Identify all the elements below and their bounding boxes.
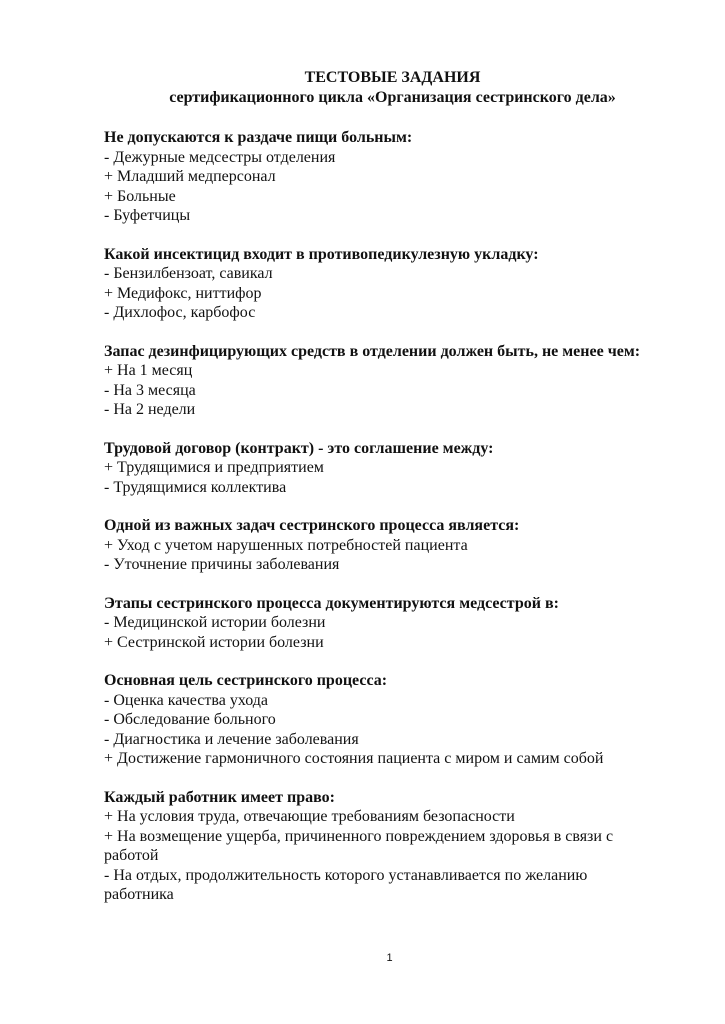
question-block bbox=[104, 594, 644, 653]
answer-option: + Младший медперсонал bbox=[104, 168, 276, 185]
question-text: Основная цель сестринского процесса: bbox=[104, 672, 388, 689]
answer-option: - Обследование больного bbox=[104, 711, 276, 728]
question-text: Этапы сестринского процесса документируются медсестрой в: bbox=[104, 594, 559, 612]
question-text: Запас дезинфицирующих средств в отделении должен быть, не менее чем: bbox=[104, 342, 641, 360]
question-text: Не допускаются к раздаче пищи больным: bbox=[104, 129, 413, 146]
question-block bbox=[104, 516, 644, 575]
answer-option: - Оценка качества ухода bbox=[104, 691, 268, 709]
answer-option: - На отдых, продолжительность которого устанавливается по желанию работника bbox=[104, 866, 588, 903]
answer-list bbox=[104, 807, 644, 905]
answer-option: + Трудящимися и предприятием bbox=[104, 459, 324, 476]
answer-list bbox=[104, 691, 644, 769]
answer-list bbox=[104, 361, 644, 420]
answer-list bbox=[104, 458, 644, 497]
answer-list bbox=[104, 613, 644, 652]
answer-option: + Больные bbox=[104, 187, 176, 205]
answer-list bbox=[104, 536, 644, 575]
answer-option: - Дежурные медсестры отделения bbox=[104, 148, 336, 166]
question-block bbox=[104, 671, 644, 769]
question-text: Каждый работник имеет право: bbox=[104, 788, 335, 806]
answer-option: - Уточнение причины заболевания bbox=[104, 556, 340, 573]
question-block bbox=[104, 788, 644, 905]
answer-list bbox=[104, 264, 644, 323]
question-block bbox=[104, 342, 644, 420]
answer-option: - Буфетчицы bbox=[104, 207, 191, 224]
answer-option: - Диагностика и лечение заболевания bbox=[104, 730, 359, 748]
answer-option: + На возмещение ущерба, причиненного повреждением здоровья в связи с работой bbox=[104, 827, 614, 864]
answer-option: + На 1 месяц bbox=[104, 362, 193, 379]
answer-option: - На 2 недели bbox=[104, 401, 196, 418]
question-block bbox=[104, 128, 644, 226]
question-text: Трудовой договор (контракт) - это соглашение между: bbox=[104, 439, 494, 457]
answer-list bbox=[104, 148, 644, 226]
question-text: Какой инсектицид входит в противопедикулезную укладку: bbox=[104, 245, 539, 263]
answer-option: + Сестринской истории болезни bbox=[104, 633, 324, 651]
answer-option: + Медифокс, ниттифор bbox=[104, 284, 262, 302]
question-block bbox=[104, 439, 644, 498]
answer-option: - Трудящимися коллектива bbox=[104, 478, 287, 496]
answer-option: + Уход с учетом нарушенных потребностей пациента bbox=[104, 536, 468, 554]
answer-option: + Достижение гармоничного состояния пациента с миром и самим собой bbox=[104, 750, 604, 767]
document-header bbox=[0, 68, 725, 108]
answer-option: - Медицинской истории болезни bbox=[104, 614, 326, 631]
answer-option: - Бензилбензоат, савикал bbox=[104, 265, 273, 282]
document-title: ТЕСТОВЫЕ ЗАДАНИЯ bbox=[304, 69, 481, 86]
answer-option: + На условия труда, отвечающие требованиям безопасности bbox=[104, 808, 515, 825]
question-block bbox=[104, 245, 644, 323]
page-number: 1 bbox=[386, 952, 393, 964]
document-subtitle: сертификационного цикла «Организация сестринского дела» bbox=[169, 89, 616, 106]
questions-list bbox=[104, 128, 644, 924]
question-text: Одной из важных задач сестринского процесса является: bbox=[104, 517, 520, 534]
answer-option: - На 3 месяца bbox=[104, 381, 196, 399]
answer-option: - Дихлофос, карбофос bbox=[104, 304, 256, 321]
